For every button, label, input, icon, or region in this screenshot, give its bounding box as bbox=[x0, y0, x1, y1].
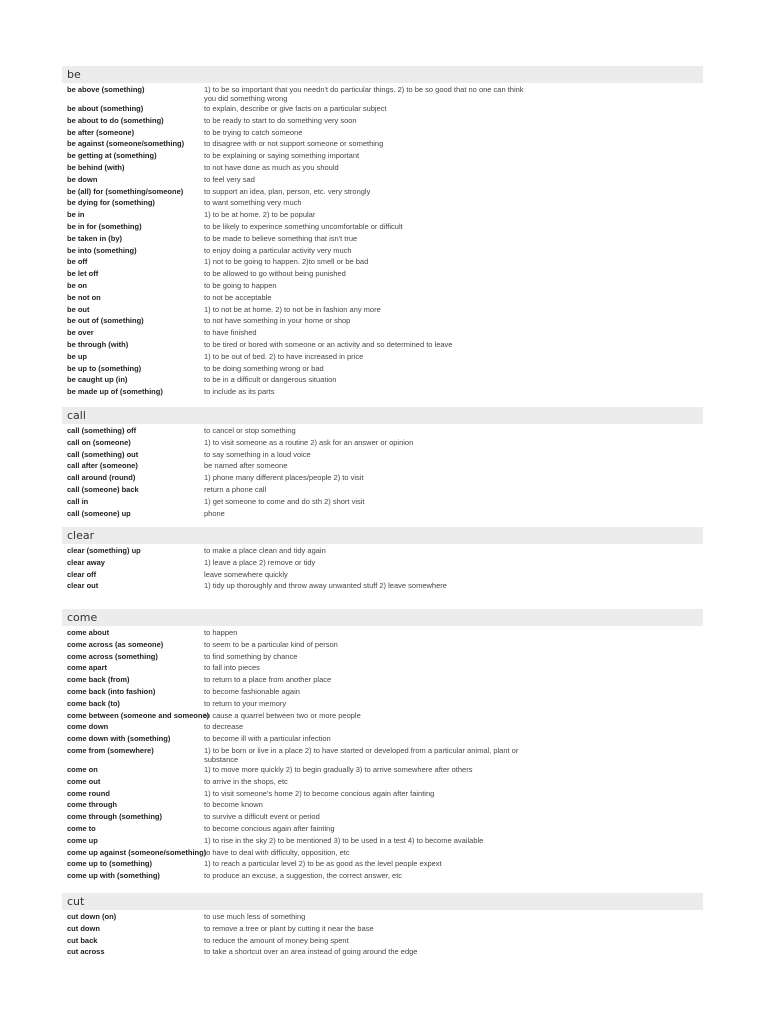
entry-definition: to use much less of something bbox=[204, 912, 306, 921]
entry-row bbox=[62, 911, 703, 923]
entry-term: call (someone) up bbox=[67, 508, 131, 518]
entry-row bbox=[62, 174, 703, 186]
entry-term: come up to (something) bbox=[67, 859, 152, 869]
entry-row bbox=[62, 280, 703, 292]
entry-definition: to find something by chance bbox=[204, 651, 298, 661]
entry-term: call in bbox=[67, 496, 89, 506]
entry-row bbox=[62, 858, 703, 870]
entry-definition: 1) phone many different places/people 2) to visit bbox=[204, 473, 364, 483]
section-clear bbox=[62, 527, 703, 592]
entry-definition: to be allowed to go without being punished bbox=[204, 269, 346, 279]
entry-term: be caught up (in) bbox=[67, 375, 128, 385]
entry-term: cut across bbox=[67, 947, 105, 957]
section-heading: come bbox=[62, 609, 703, 626]
entry-row bbox=[62, 721, 703, 733]
entry-definition: to support an idea, plan, person, etc. very strongly bbox=[204, 186, 371, 196]
entry-definition: phone bbox=[204, 508, 225, 518]
entry-definition: to return to your memory bbox=[204, 698, 287, 708]
entry-term: clear away bbox=[67, 557, 105, 567]
entry-term: come out bbox=[67, 776, 101, 786]
entry-definition: to fall into pieces bbox=[204, 663, 260, 673]
entry-definition: 1) tidy up thoroughly and throw away unwanted stuff 2) leave somewhere bbox=[204, 581, 447, 591]
entry-definition: 1) to rise in the sky 2) to be mentioned 3) to be used in a test 4) to become available bbox=[204, 835, 484, 845]
entry-row bbox=[62, 127, 703, 139]
entry-term: be in bbox=[67, 210, 85, 220]
entry-definition: to enjoy doing a particular activity very much bbox=[204, 245, 352, 255]
entry-definition: to not have done as much as you should bbox=[204, 162, 339, 172]
entry-term: be above (something) bbox=[67, 85, 145, 94]
entry-term: be behind (with) bbox=[67, 162, 125, 172]
entry-definition: 1) to move more quickly 2) to begin gradually 3) to arrive somewhere after others bbox=[204, 764, 473, 774]
entry-row bbox=[62, 425, 703, 437]
entry-row bbox=[62, 115, 703, 127]
entry-term: call (someone) back bbox=[67, 484, 139, 494]
entry-row bbox=[62, 256, 703, 268]
entry-row bbox=[62, 923, 703, 935]
entry-definition: to explain, describe or give facts on a particular subject bbox=[204, 104, 387, 113]
entry-row bbox=[62, 484, 703, 496]
entry-row bbox=[62, 508, 703, 520]
entry-row bbox=[62, 674, 703, 686]
entry-row bbox=[62, 186, 703, 198]
entry-row bbox=[62, 745, 703, 764]
entry-row bbox=[62, 221, 703, 233]
entry-definition: to decrease bbox=[204, 722, 244, 732]
entry-term: come between (someone and someone) bbox=[67, 710, 210, 720]
entry-row bbox=[62, 245, 703, 257]
entry-row bbox=[62, 569, 703, 581]
entry-definition: to want something very much bbox=[204, 198, 302, 208]
entry-term: be about to do (something) bbox=[67, 115, 164, 125]
entry-term: come apart bbox=[67, 663, 108, 673]
entry-term: clear (something) up bbox=[67, 546, 141, 555]
section-heading: call bbox=[62, 407, 703, 424]
entry-row bbox=[62, 835, 703, 847]
entry-term: come from (somewhere) bbox=[67, 745, 154, 755]
entry-definition: to cancel or stop something bbox=[204, 426, 296, 435]
entry-term: come through bbox=[67, 800, 117, 810]
entry-term: come down with (something) bbox=[67, 734, 171, 744]
entry-row bbox=[62, 764, 703, 776]
entry-definition: to seem to be a particular kind of person bbox=[204, 639, 338, 649]
entry-definition: to not be acceptable bbox=[204, 292, 272, 302]
section-come bbox=[62, 609, 703, 882]
entry-row bbox=[62, 686, 703, 698]
entry-row bbox=[62, 935, 703, 947]
entry-term: come up against (someone/something) bbox=[67, 847, 207, 857]
entry-definition: to have to deal with difficulty, opposition, etc bbox=[204, 847, 350, 857]
entry-term: call (something) out bbox=[67, 449, 139, 459]
entry-row bbox=[62, 799, 703, 811]
entry-row bbox=[62, 315, 703, 327]
entry-definition: 1) to be born or live in a place 2) to have started or developed from a particular animal, plant or substance bbox=[204, 745, 519, 764]
entry-term: be in for (something) bbox=[67, 221, 142, 231]
entry-row bbox=[62, 138, 703, 150]
entry-term: come through (something) bbox=[67, 812, 162, 822]
entry-term: be into (something) bbox=[67, 245, 137, 255]
entry-definition: to produce an excuse, a suggestion, the correct answer, etc bbox=[204, 871, 403, 881]
entry-definition: to be likely to experince something uncomfortable or difficult bbox=[204, 221, 403, 231]
entry-row bbox=[62, 103, 703, 115]
entry-term: come down bbox=[67, 722, 109, 732]
entry-definition: 1) to reach a particular level 2) to be as good as the level people expext bbox=[204, 859, 442, 869]
entry-row bbox=[62, 150, 703, 162]
entry-term: be over bbox=[67, 328, 94, 338]
entry-row bbox=[62, 339, 703, 351]
section-heading: cut bbox=[62, 893, 703, 910]
entry-term: cut down bbox=[67, 923, 100, 933]
entry-term: be after (someone) bbox=[67, 127, 135, 137]
entry-row bbox=[62, 651, 703, 663]
entry-row bbox=[62, 823, 703, 835]
entry-term: be getting at (something) bbox=[67, 151, 157, 161]
entry-term: be (all) for (something/someone) bbox=[67, 186, 184, 196]
entry-definition: 1) to be out of bed. 2) to have increased in price bbox=[204, 351, 364, 361]
entry-term: come up with (something) bbox=[67, 871, 160, 881]
entry-definition: to be trying to catch someone bbox=[204, 127, 303, 137]
entry-definition: to include as its parts bbox=[204, 387, 275, 397]
entry-term: clear out bbox=[67, 581, 99, 591]
entry-definition: to be made to believe something that isn't true bbox=[204, 233, 358, 243]
section-cut bbox=[62, 893, 703, 958]
entry-term: be on bbox=[67, 280, 87, 290]
entry-row bbox=[62, 788, 703, 800]
entry-row bbox=[62, 162, 703, 174]
entry-row bbox=[62, 292, 703, 304]
entry-definition: to become concious again after fainting bbox=[204, 823, 335, 833]
entry-row bbox=[62, 557, 703, 569]
entry-term: come back (from) bbox=[67, 675, 130, 685]
entry-definition: to feel very sad bbox=[204, 174, 255, 184]
entry-term: be out bbox=[67, 304, 90, 314]
entry-term: be taken in (by) bbox=[67, 233, 123, 243]
section-heading: be bbox=[62, 66, 703, 83]
entry-row bbox=[62, 545, 703, 557]
entry-term: come on bbox=[67, 764, 98, 774]
entry-definition: to be tired or bored with someone or an activity and so determined to leave bbox=[204, 339, 453, 349]
entry-row bbox=[62, 870, 703, 882]
entry-term: be up bbox=[67, 351, 87, 361]
entry-row bbox=[62, 662, 703, 674]
entry-definition: to become ill with a particular infection bbox=[204, 734, 331, 744]
entry-definition: to become fashionable again bbox=[204, 686, 300, 696]
entry-term: be about (something) bbox=[67, 104, 144, 113]
section-heading: clear bbox=[62, 527, 703, 544]
entry-definition: to arrive in the shops, etc bbox=[204, 776, 288, 786]
entry-row bbox=[62, 710, 703, 722]
entry-row bbox=[62, 327, 703, 339]
entry-term: be let off bbox=[67, 269, 99, 279]
entry-definition: return a phone call bbox=[204, 484, 267, 494]
entry-term: come across (as someone) bbox=[67, 639, 164, 649]
entry-definition: to have finished bbox=[204, 328, 257, 338]
entry-definition: to make a place clean and tidy again bbox=[204, 546, 326, 555]
entry-definition: 1) to visit someone as a routine 2) ask for an answer or opinion bbox=[204, 437, 414, 447]
entry-row bbox=[62, 84, 703, 103]
entry-term: be dying for (something) bbox=[67, 198, 155, 208]
entry-term: call (something) off bbox=[67, 426, 137, 435]
entry-row bbox=[62, 449, 703, 461]
entry-definition: to remove a tree or plant by cutting it near the base bbox=[204, 923, 374, 933]
entry-definition: to be in a difficult or dangerous situation bbox=[204, 375, 337, 385]
entry-term: come back (to) bbox=[67, 698, 120, 708]
entry-term: clear off bbox=[67, 569, 97, 579]
entry-term: cut back bbox=[67, 935, 98, 945]
entry-row bbox=[62, 460, 703, 472]
entry-definition: to return to a place from another place bbox=[204, 675, 332, 685]
entry-term: come about bbox=[67, 628, 110, 637]
entry-definition: 1) get someone to come and do sth 2) short visit bbox=[204, 496, 365, 506]
entry-definition: be named after someone bbox=[204, 461, 288, 471]
entry-row bbox=[62, 374, 703, 386]
entry-term: come to bbox=[67, 823, 96, 833]
entry-row bbox=[62, 946, 703, 958]
section-be bbox=[62, 66, 703, 398]
entry-term: be not on bbox=[67, 292, 101, 302]
entry-definition: to cause a quarrel between two or more people bbox=[204, 710, 361, 720]
entry-row bbox=[62, 197, 703, 209]
entry-definition: to be going to happen bbox=[204, 280, 277, 290]
entry-definition: to take a shortcut over an area instead of going around the edge bbox=[204, 947, 418, 957]
entry-row bbox=[62, 776, 703, 788]
entry-row bbox=[62, 580, 703, 592]
entry-row bbox=[62, 351, 703, 363]
entry-term: be down bbox=[67, 174, 98, 184]
entry-term: call after (someone) bbox=[67, 461, 138, 471]
entry-definition: to survive a difficult event or period bbox=[204, 812, 320, 822]
entry-definition: to become known bbox=[204, 800, 263, 810]
entry-definition: 1) leave a place 2) remove or tidy bbox=[204, 557, 316, 567]
entry-definition: to disagree with or not support someone or something bbox=[204, 139, 384, 149]
entry-row bbox=[62, 209, 703, 221]
entry-definition: to be explaining or saying something important bbox=[204, 151, 360, 161]
entry-term: come up bbox=[67, 835, 98, 845]
entry-definition: leave somewhere quickly bbox=[204, 569, 288, 579]
entry-term: come across (something) bbox=[67, 651, 158, 661]
entry-definition: to reduce the amount of money being spent bbox=[204, 935, 349, 945]
entry-definition: to happen bbox=[204, 628, 238, 637]
entry-definition: to be ready to start to do something very soon bbox=[204, 115, 357, 125]
entry-term: cut down (on) bbox=[67, 912, 117, 921]
entry-row bbox=[62, 472, 703, 484]
entry-definition: to be doing something wrong or bad bbox=[204, 363, 324, 373]
entry-row bbox=[62, 386, 703, 398]
entry-term: be up to (something) bbox=[67, 363, 142, 373]
entry-row bbox=[62, 627, 703, 639]
entry-row bbox=[62, 847, 703, 859]
entry-term: be through (with) bbox=[67, 339, 129, 349]
entry-row bbox=[62, 304, 703, 316]
entry-term: call on (someone) bbox=[67, 437, 131, 447]
entry-definition: to not have something in your home or shop bbox=[204, 316, 351, 326]
entry-row bbox=[62, 363, 703, 375]
entry-row bbox=[62, 811, 703, 823]
entry-term: come round bbox=[67, 788, 110, 798]
entry-definition: 1) to be so important that you needn't do particular things. 2) to be so good that no one can think you did something wrong bbox=[204, 85, 524, 103]
entry-term: be made up of (something) bbox=[67, 387, 163, 397]
entry-row bbox=[62, 698, 703, 710]
entry-row bbox=[62, 233, 703, 245]
entry-row bbox=[62, 733, 703, 745]
entry-row bbox=[62, 496, 703, 508]
entry-term: be off bbox=[67, 257, 88, 267]
entry-definition: 1) to be at home. 2) to be popular bbox=[204, 210, 316, 220]
entry-definition: 1) to not be at home. 2) to not be in fashion any more bbox=[204, 304, 381, 314]
entry-definition: to say something in a loud voice bbox=[204, 449, 311, 459]
entry-term: come back (into fashion) bbox=[67, 686, 156, 696]
entry-term: call around (round) bbox=[67, 473, 136, 483]
section-call bbox=[62, 407, 703, 519]
entry-row bbox=[62, 437, 703, 449]
entry-term: be out of (something) bbox=[67, 316, 144, 326]
entry-definition: 1) not to be going to happen. 2)to smell or be bad bbox=[204, 257, 369, 267]
entry-row bbox=[62, 268, 703, 280]
entry-row bbox=[62, 639, 703, 651]
entry-definition: 1) to visit someone's home 2) to become concious again after fainting bbox=[204, 788, 435, 798]
entry-term: be against (someone/something) bbox=[67, 139, 185, 149]
